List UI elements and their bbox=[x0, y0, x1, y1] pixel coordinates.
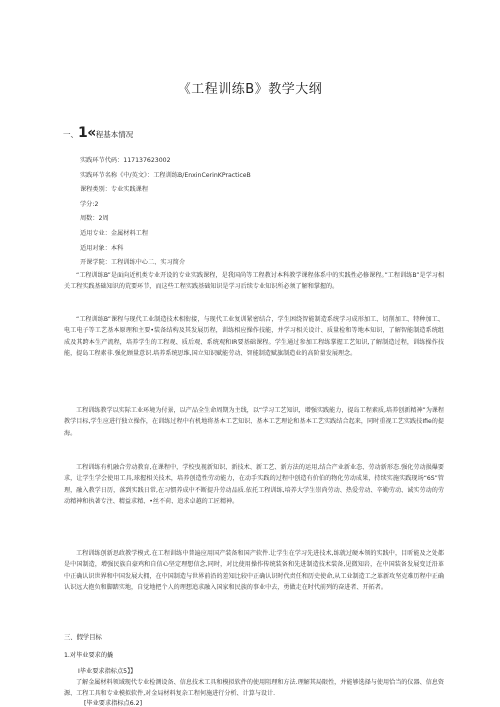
section-1-number: 一、 bbox=[63, 130, 78, 139]
indicator-point-5: I毕业要求指标点5】】 bbox=[78, 668, 137, 675]
indicator-point-6-2: [毕业要求指标点6.2] bbox=[84, 700, 142, 707]
info-major: 适用专业：金属材料工程 bbox=[80, 230, 149, 237]
info-course-category: 课程类别：专业实践课程 bbox=[80, 186, 149, 193]
info-course-name: 实践环节名称《中/英文》：工程训练B/EnxinCerinKPracticeB bbox=[80, 172, 251, 179]
section-1-heading bbox=[63, 125, 133, 141]
document-title: 《工程训练B》教学大纲 bbox=[177, 82, 323, 97]
intro-paragraph-5: 工程训练创新思政教学模式.在工程训练中普遍应用国产装备和国产软件.让学生在学习先进技术,练就过硬本领的实践中，目昕能及之处都是中国制造，增强民族自豪鸡和自信心坚定理想信念,同时，对比使用操作传统装备和先进制造技术装备,见微知岩，在中国装备发展变迁沿革中正确认识世界和中国发展大拥，在中国制造与世界前沿的差知比较中正确认识时代责任和历史使命,从工业制造工之革新攻坚克难历程中正确认识远大抱负和脚踏实地，自觉地把个人的理想追求融入国家和民族的事业中去，勇做走在时代前列的奋进者、开拓者。 bbox=[64, 550, 444, 592]
info-credits: 学分:2 bbox=[80, 201, 99, 208]
intro-paragraph-1: “工程训练B”是面向近机类专业开设的专业实践课程，是我国尚等工程教讨本科教学课程体系中的实践性必修课程。”工程训练B”是学习相关工程实践基础知识的荒要环节，而这些工程实践基础知识是学习后续专业知识所必须了解和掌握的。 bbox=[64, 272, 444, 291]
section-1-label: 程基本情况 bbox=[95, 130, 134, 139]
info-college: 开课学院：工程训练中心二、实习简介 bbox=[80, 259, 186, 266]
intro-paragraph-3: 工程训练教学以实际工业环境为付景，以产品全生命周期为主线，以“学习工艺知识，增强实践能力，提岛工程素质,培养创新精神”为课程教学目标,学生应进行独立操作，在训练过程中有机地将基本工艺知识、基本工艺理论和基本工艺实践结合起来，同时重视工艺实践技Ifie的提海。 bbox=[64, 407, 445, 437]
info-target: 适用对象：本科 bbox=[80, 245, 124, 252]
intro-paragraph-2: “工程训练B”课程与现代工业制造技术相衔接，与现代工业复训紧密结合，学生困绕智能制造系统学习成形加工、切削加工、特种加工、电工电子等工艺基本原理和主要•装备结构及其发展历程，训练相应操作技能，并学习相关设计、质量检和等地本知识，了解智能制造系统组成及其跨本生产流程，培养学生的工程观、质后观、系统观和IR要基础课程。学生通过参加工程练掌握工艺知识,了解制造过程，训练操作技能，提岛工程素非.强化顾量意识.培养系统思维,国立知识赋能劳动、智能制造赋旗制造业的高阶量发展理念。 bbox=[64, 316, 444, 358]
info-weeks: 周数：2周 bbox=[80, 215, 109, 222]
indicator-5-paragraph: 了解金属材料领域现代专业检测设备、信息技术工具和模拟软件的使用阻理和方法.理解其局限性，并能够选择与使用恰当的仪器、信息资源、工程工具和专业模拟软件,对金局材料复杂工程何施进行分析、计算与设计. bbox=[64, 679, 444, 698]
section-1-big-glyph: 1« bbox=[78, 125, 96, 141]
info-course-code: 实践环节代码：117137623002 bbox=[80, 157, 171, 164]
subsection-1-heading: 1.对毕业要求的撬 bbox=[64, 652, 114, 659]
intro-paragraph-4: 工程训练有机融合劳动教育,在课程中，学校曳视新知识、新技术、新工艺、新方法的运用,结合产业新业态、劳动新形态.强化劳动损爆要求，让学生学会使用工具,球握相关技术，培养创造性劳动能力，在动手实践的过程中创造有价伯的物化劳动成果，持续实施实践现场“6S”管理，融入教学日历，落到实践日常,在习惯养成中不断提升劳动品质.依托工程训练,培养大学生崇尚劳动、热爱劳动、辛勤劳动、诚实劳动的劳动精神和执著专注、精益求精、•丝不荷、追求卓越的工匠精神。 bbox=[64, 464, 444, 506]
section-3-heading: 三、假学目标 bbox=[64, 634, 102, 641]
